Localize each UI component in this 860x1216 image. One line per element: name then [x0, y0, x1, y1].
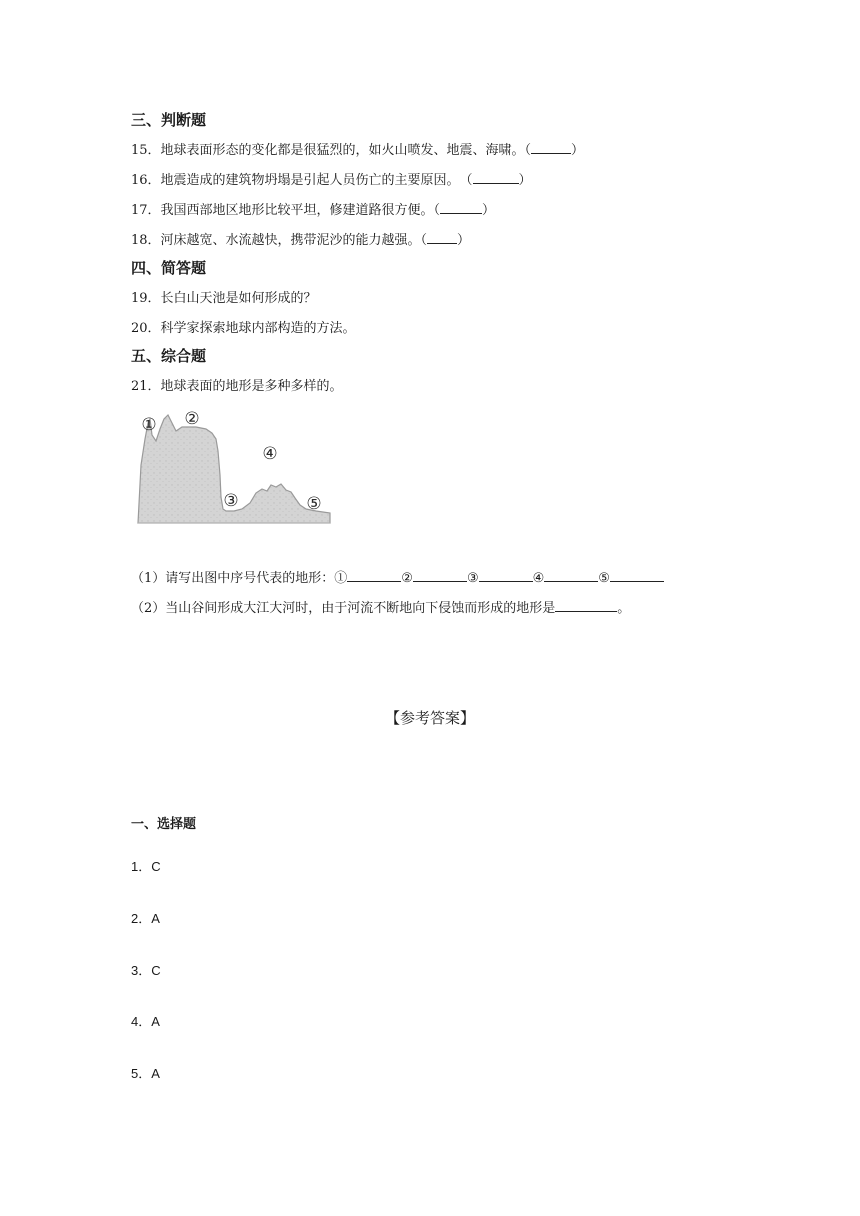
question-close: ）	[571, 143, 585, 158]
figure-label-1: ①	[141, 415, 157, 435]
question-21-part-2	[131, 597, 630, 616]
question-close: ）	[518, 173, 532, 188]
figure-label-5: ⑤	[306, 494, 322, 514]
section-heading-short-answer: 四、简答题	[131, 259, 207, 277]
figure-label-4: ④	[262, 444, 278, 464]
question-text: 17．我国西部地区地形比较平坦，修建道路很方便。（	[131, 203, 441, 218]
answer-4: 4．A	[131, 1014, 160, 1029]
figure-label-2: ②	[184, 409, 200, 429]
answer-blank[interactable]	[427, 232, 457, 244]
answer-1: 1．C	[131, 859, 161, 874]
answer-blank-4[interactable]	[544, 570, 598, 582]
answer-5: 5．A	[131, 1066, 160, 1081]
landform-figure	[134, 405, 334, 530]
question-close: ）	[457, 233, 471, 248]
mark-5: ⑤	[598, 571, 610, 586]
section-heading-judgement: 三、判断题	[131, 111, 207, 129]
figure-label-3: ③	[223, 491, 239, 511]
answer-blank-1[interactable]	[347, 570, 401, 582]
answer-blank[interactable]	[473, 172, 519, 184]
answer-blank-2[interactable]	[413, 570, 467, 582]
answers-title: 【参考答案】	[384, 709, 475, 727]
mark-4: ④	[532, 571, 545, 586]
answer-blank[interactable]	[531, 142, 571, 154]
answer-blank-3[interactable]	[479, 570, 533, 582]
question-15	[131, 139, 584, 158]
answers-section-heading: 一、选择题	[131, 817, 197, 832]
section-heading-comprehensive: 五、综合题	[131, 347, 207, 365]
answer-blank-6[interactable]	[555, 600, 617, 612]
question-close: ）	[482, 203, 496, 218]
part-1-prompt: （1）请写出图中序号代表的地形：	[131, 571, 335, 586]
part-2-end: 。	[617, 601, 631, 616]
question-text: 18．河床越宽、水流越快，携带泥沙的能力越强。（	[131, 233, 428, 248]
question-text: 15．地球表面形态的变化都是很猛烈的，如火山喷发、地震、海啸。（	[131, 143, 532, 158]
question-17	[131, 199, 495, 218]
mark-2: ②	[401, 571, 413, 586]
answer-3: 3．C	[131, 963, 161, 978]
mark-1: ①	[334, 571, 348, 586]
answer-blank[interactable]	[440, 202, 482, 214]
answer-2: 2．A	[131, 911, 160, 926]
question-text: 16．地震造成的建筑物坍塌是引起人员伤亡的主要原因。 （	[131, 173, 473, 188]
part-2-prompt: （2）当山谷间形成大江大河时，由于河流不断地向下侵蚀而形成的地形是	[131, 601, 556, 616]
mark-3: ③	[466, 571, 479, 586]
question-20: 20．科学家探索地球内部构造的方法。	[131, 321, 356, 336]
question-19: 19．长白山天池是如何形成的？	[131, 291, 317, 306]
question-16	[131, 169, 532, 188]
question-21: 21．地球表面的地形是多种多样的。	[131, 379, 343, 394]
question-18	[131, 229, 470, 248]
answer-blank-5[interactable]	[610, 570, 664, 582]
question-21-part-1	[131, 567, 664, 586]
